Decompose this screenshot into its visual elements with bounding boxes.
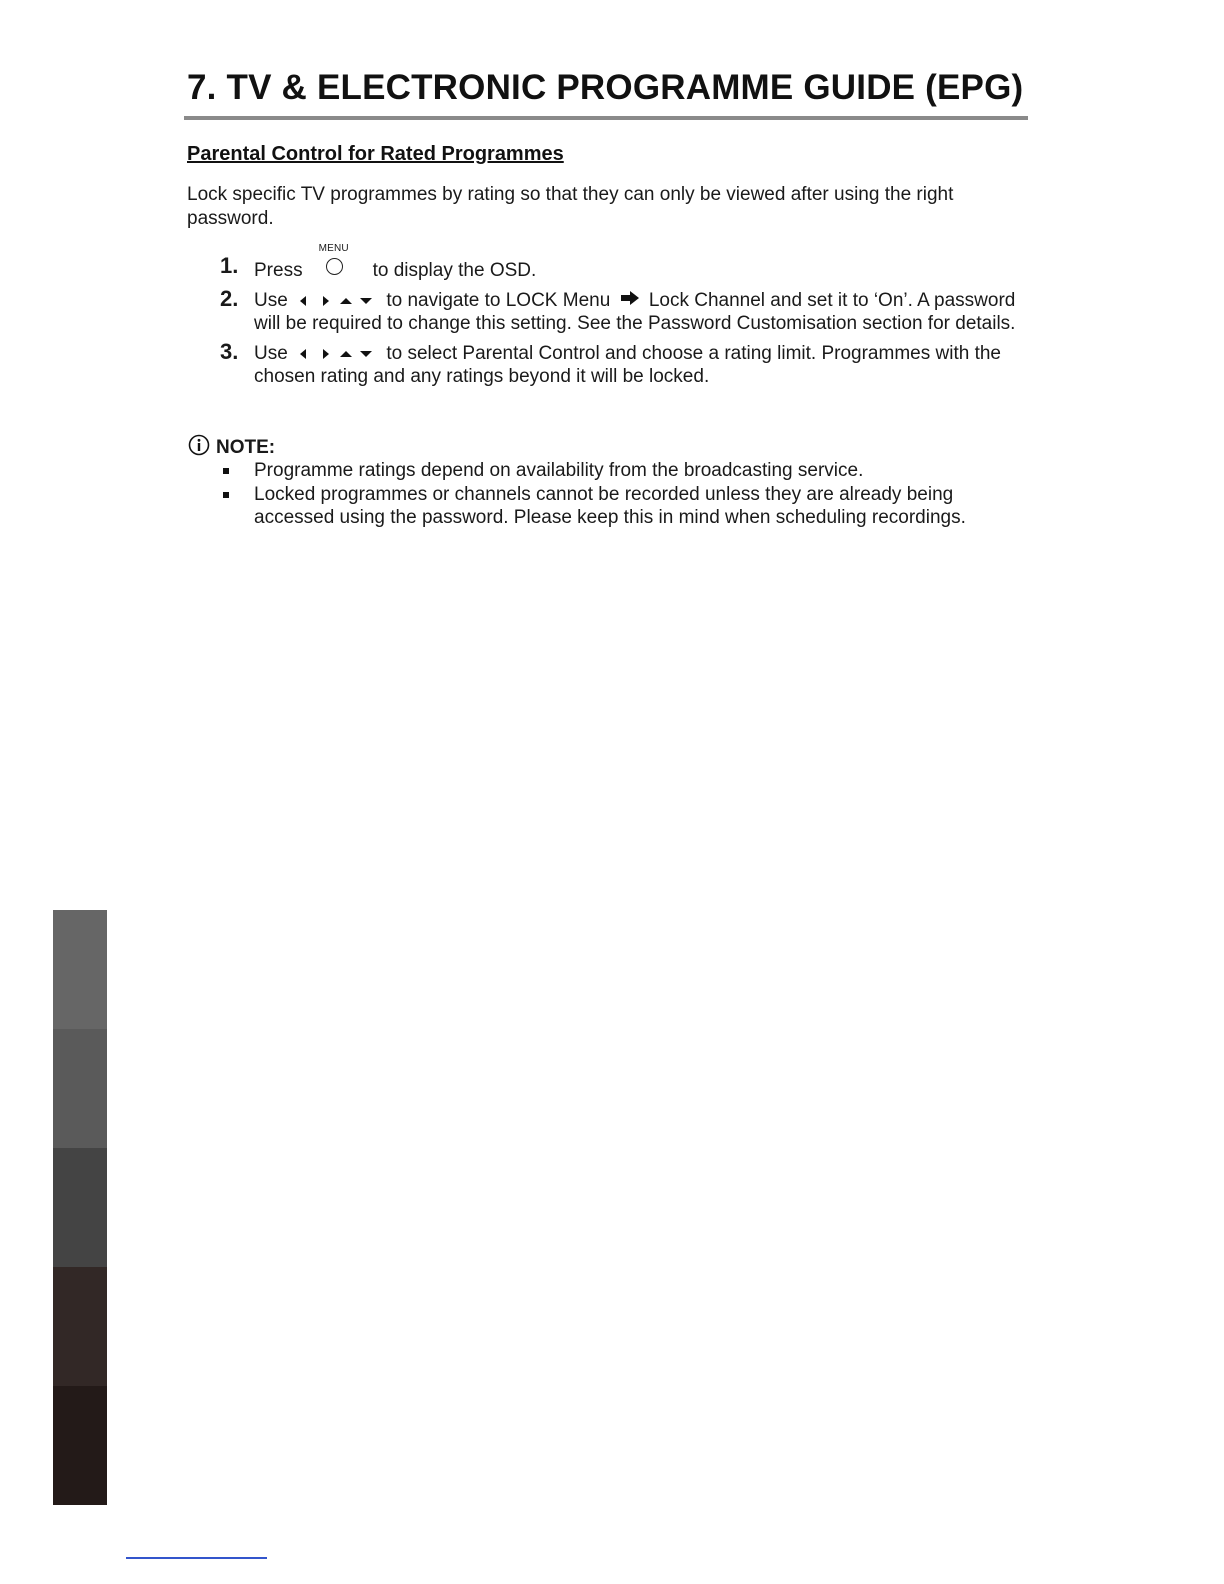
side-tab-block bbox=[53, 1267, 107, 1386]
step-number: 1. bbox=[220, 253, 239, 278]
menu-button-icon bbox=[313, 243, 365, 276]
step-number: 2. bbox=[220, 286, 239, 311]
note-list bbox=[220, 459, 1030, 530]
note-item bbox=[220, 459, 1030, 483]
step-2 bbox=[220, 286, 1020, 335]
note-heading-label: NOTE: bbox=[216, 437, 276, 458]
menu-key-label: MENU bbox=[318, 243, 349, 254]
bold-right-arrow-icon bbox=[620, 289, 640, 312]
square-bullet-icon bbox=[223, 492, 229, 498]
square-bullet-icon bbox=[223, 468, 229, 474]
chapter-side-tabs bbox=[53, 910, 107, 1505]
steps-list bbox=[220, 243, 1020, 395]
note-item bbox=[220, 483, 1030, 530]
step-text-nav: to select Parental Control and choose a rating limit. Programmes with the chosen rating and any ratings beyond it will be locked. bbox=[254, 343, 1001, 388]
side-tab-block bbox=[53, 1029, 107, 1148]
step-1 bbox=[220, 243, 1020, 282]
step-text-after: to display the OSD. bbox=[372, 260, 537, 281]
step-text-nav: to navigate to LOCK Menu bbox=[386, 290, 611, 311]
note-heading bbox=[188, 434, 275, 462]
side-tab-block bbox=[53, 1386, 107, 1505]
menu-circle bbox=[326, 258, 343, 275]
step-text-before: Press bbox=[254, 260, 303, 281]
info-icon bbox=[188, 434, 210, 462]
navigation-arrows-icon bbox=[297, 347, 377, 361]
footer-link-underline bbox=[126, 1557, 267, 1559]
note-item-text: Locked programmes or channels cannot be recorded unless they are already being accessed using the password. Please keep this in mind when scheduling recordings. bbox=[254, 483, 966, 528]
side-tab-block bbox=[53, 910, 107, 1029]
navigation-arrows-icon bbox=[297, 294, 377, 308]
step-number: 3. bbox=[220, 339, 239, 365]
section-heading: Parental Control for Rated Programmes bbox=[187, 143, 564, 165]
note-item-text: Programme ratings depend on availability from the broadcasting service. bbox=[254, 460, 864, 481]
intro-paragraph: Lock specific TV programmes by rating so that they can only be viewed after using the right password. bbox=[187, 184, 954, 229]
step-text-before: Use bbox=[254, 290, 288, 311]
step-text-before: Use bbox=[254, 343, 288, 365]
page-title: 7. TV & ELECTRONIC PROGRAMME GUIDE (EPG) bbox=[187, 68, 1024, 107]
step-text-after: Lock Channel and set it to ‘On’. A password will be required to change this setting. See the Password Customisation section for details. bbox=[254, 290, 1016, 335]
step-3 bbox=[220, 339, 1020, 388]
title-divider bbox=[184, 116, 1028, 120]
side-tab-block bbox=[53, 1148, 107, 1267]
